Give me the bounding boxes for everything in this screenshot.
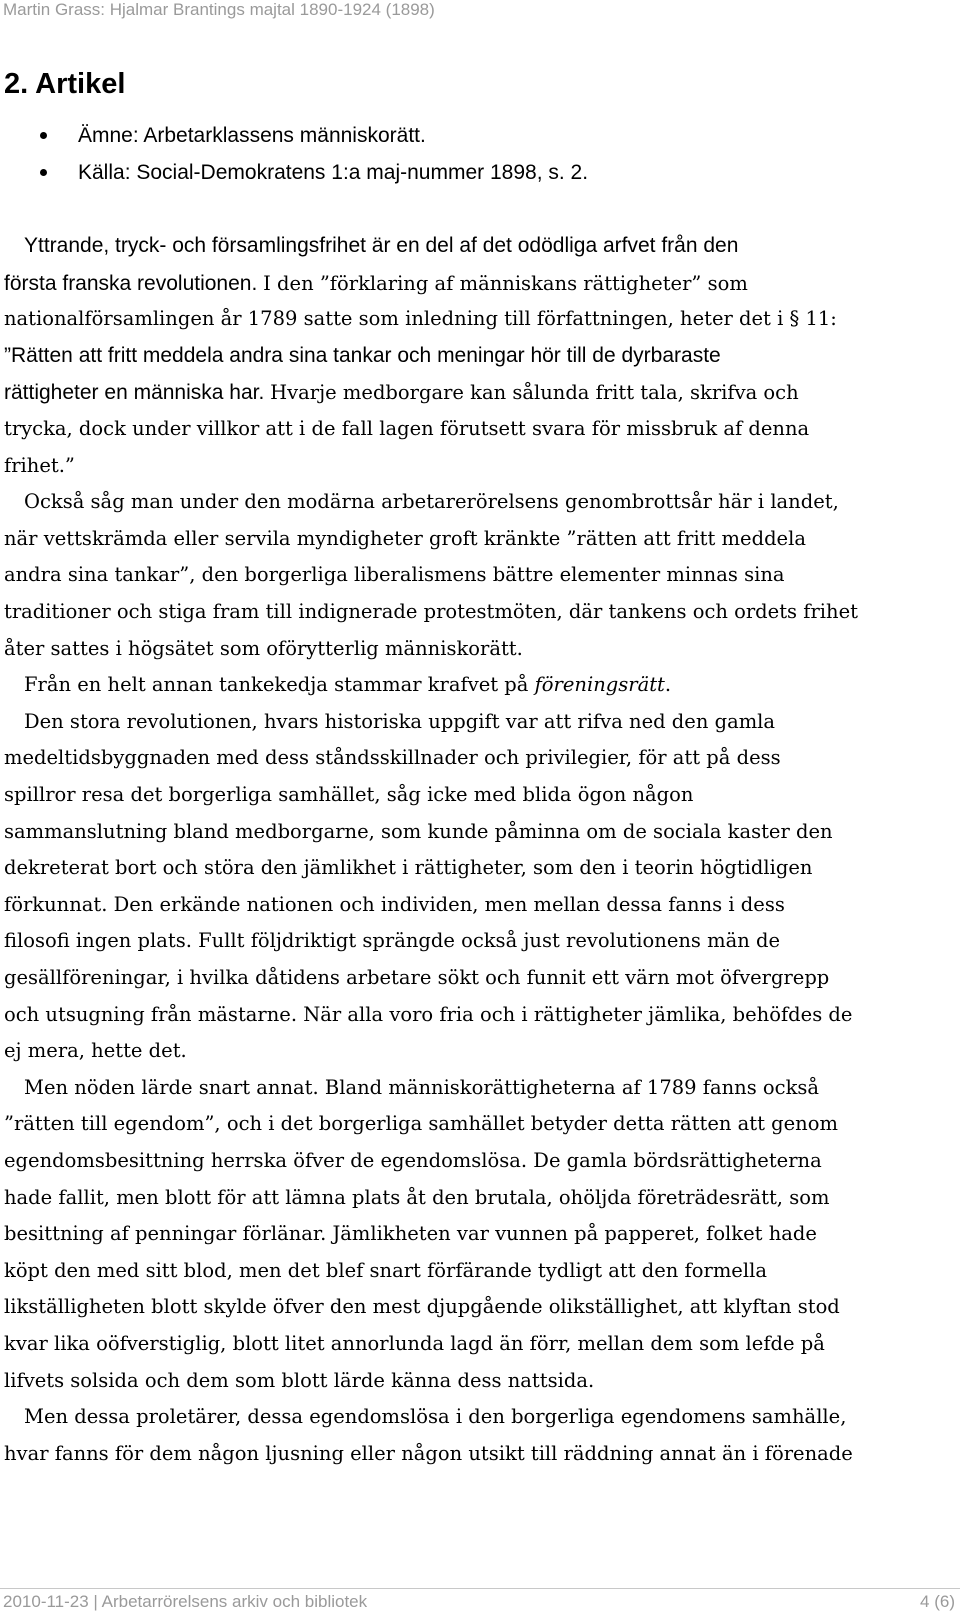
- text-line: nationalförsamlingen år 1789 satte som inledning till författningen, heter det i § 11:: [4, 307, 837, 331]
- text-line: åter sattes i högsätet som oförytterlig människorätt.: [4, 636, 523, 660]
- text-line: rättigheter en människa har. Hvarje medborgare kan sålunda fritt tala, skrifva och: [4, 381, 799, 405]
- text-line: Också såg man under den modärna arbetarerörelsens genombrottsår här i landet,: [24, 490, 839, 514]
- article-meta-list: [0, 117, 588, 191]
- text-line: filosofi ingen plats. Fullt följdriktigt sprängde också just revolutionens män de: [4, 929, 781, 953]
- footer-archive-info: 2010-11-23 | Arbetarrörelsens arkiv och bibliotek: [3, 1592, 368, 1611]
- text-line: köpt den med sitt blod, men det blef snart förfärande tydligt att den formella: [4, 1258, 767, 1282]
- text-line: ”rätten till egendom”, och i det borgerliga samhället betyder detta rätten att genom: [4, 1112, 838, 1136]
- article-heading: 2. Artikel: [4, 68, 126, 100]
- text-line: egendomsbesittning herrska öfver de egendomslösa. De gamla bördsrättigheterna: [4, 1149, 822, 1172]
- text-line: och utsugning från mästarne. När alla voro fria och i rättigheter jämlika, behöfdes de: [4, 1002, 853, 1026]
- text-line: spillror resa det borgerliga samhället, såg icke med blida ögon någon: [4, 783, 694, 806]
- text-line: likställigheten blott skylde öfver den mest djupgående olikställighet, att klyftan stod: [4, 1295, 840, 1319]
- text-line: förkunnat. Den erkände nationen och individen, men mellan dessa fanns i dess: [4, 892, 785, 916]
- text-line: Den stora revolutionen, hvars historiska uppgift var att rifva ned den gamla: [24, 709, 776, 733]
- text-line: ej mera, hette det.: [4, 1039, 187, 1063]
- text-line: hvar fanns för dem någon ljusning eller någon utsikt till räddning annat än i förenade: [4, 1441, 853, 1465]
- text-line: trycka, dock under villkor att i de fall lagen förutsett svara för missbruk af denna: [4, 417, 810, 440]
- text-line: Yttrande, tryck- och församlingsfrihet är en del af det odödliga arfvet från den: [24, 234, 739, 257]
- text-line: frihet.”: [4, 453, 75, 477]
- footer-divider: [0, 1588, 960, 1589]
- text-line: hade fallit, men blott för att lämna plats åt den brutala, ohöljda företrädesrätt, som: [4, 1185, 830, 1209]
- meta-source: Källa: Social-Demokratens 1:a maj-nummer 1898, s. 2.: [0, 154, 588, 191]
- text-line: första franska revolutionen. I den ”förklaring af människans rättigheter” som: [4, 271, 748, 295]
- text-line: när vettskrämda eller servila myndigheter groft kränkte ”rätten att fritt meddela: [4, 526, 806, 550]
- text-line: Men nöden lärde snart annat. Bland människorättigheterna af 1789 fanns också: [24, 1075, 820, 1099]
- text-line: medeltidsbyggnaden med dess ståndsskillnader och privilegier, för att på dess: [4, 746, 781, 770]
- text-line: ”Rätten att fritt meddela andra sina tankar och meningar hör till de dyrbaraste: [4, 343, 721, 367]
- text-line: gesällföreningar, i hvilka dåtidens arbetare sökt och funnit ett värn mot öfvergrepp: [4, 966, 830, 989]
- text-line: lifvets solsida och dem som blott lärde känna dess nattsida.: [4, 1368, 595, 1392]
- text-line: dekreterat bort och störa den jämlikhet i rättigheter, som den i teorin högtidligen: [4, 856, 813, 880]
- meta-subject: Ämne: Arbetarklassens människorätt.: [0, 117, 588, 154]
- text-line: Från en helt annan tankekedja stammar krafvet på föreningsrätt.: [24, 673, 672, 697]
- text-line: Men dessa proletärer, dessa egendomslösa i den borgerliga egendomens samhälle,: [24, 1405, 847, 1429]
- text-line: traditioner och stiga fram till indignerade protestmöten, där tankens och ordets frihet: [4, 600, 858, 623]
- text-line: sammanslutning bland medborgarne, som kunde påminna om de sociala kaster den: [4, 819, 833, 843]
- text-line: kvar lika oöfverstiglig, blott litet annorlunda lagd än förr, mellan dem som lefde på: [4, 1332, 825, 1355]
- text-line: andra sina tankar”, den borgerliga liberalismens bättre elementer minnas sina: [4, 563, 785, 587]
- page-number: 4 (6): [920, 1592, 955, 1611]
- running-head: Martin Grass: Hjalmar Brantings majtal 1890-1924 (1898): [3, 0, 435, 19]
- text-line: besittning af penningar förlänar. Jämlikheten var vunnen på papperet, folket hade: [4, 1222, 817, 1246]
